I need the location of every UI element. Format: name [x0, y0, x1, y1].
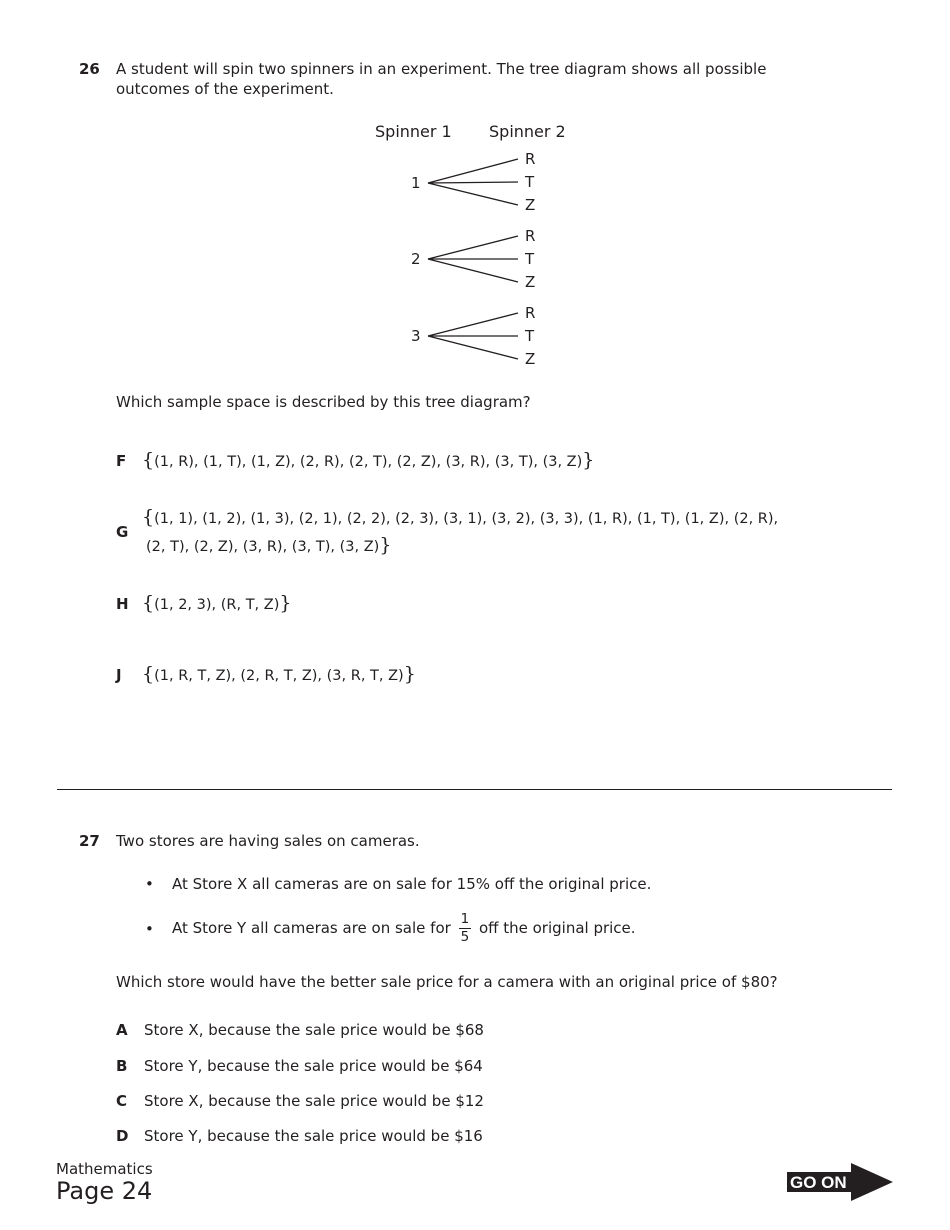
- brace-open: {: [142, 592, 155, 614]
- bullet-2-before: At Store Y all cameras are on sale for: [172, 919, 451, 937]
- tree-root-3: 3: [411, 327, 421, 345]
- fraction-numerator: 1: [459, 913, 472, 930]
- fraction-denominator: 5: [460, 929, 470, 945]
- choice-F-text[interactable]: [142, 449, 594, 471]
- question-number-27: 27: [79, 832, 100, 850]
- choice-D-letter[interactable]: D: [116, 1127, 129, 1145]
- choice-H-set: (1, 2, 3), (R, T, Z): [154, 597, 280, 613]
- brace-close: }: [379, 534, 392, 556]
- tree-leaf-2-Z: Z: [525, 273, 536, 291]
- brace-open: {: [142, 663, 155, 685]
- tree-leaf-2-R: R: [525, 227, 536, 245]
- choice-C-text[interactable]: Store X, because the sale price would be $12: [144, 1092, 484, 1110]
- q26-question: Which sample space is described by this tree diagram?: [116, 393, 531, 411]
- section-divider: [57, 789, 892, 790]
- branch-1-R: [428, 159, 518, 183]
- footer-subject: Mathematics: [56, 1160, 153, 1178]
- tree-leaf-1-T: T: [525, 173, 535, 191]
- tree-leaf-3-T: T: [525, 327, 535, 345]
- bullet-2-text: [172, 908, 636, 948]
- branch-3-R: [428, 313, 518, 336]
- q26-prompt-line2: outcomes of the experiment.: [116, 80, 334, 98]
- brace-open: {: [142, 449, 155, 471]
- choice-G-text-line2[interactable]: [146, 534, 391, 556]
- q27-question: Which store would have the better sale price for a camera with an original price of $80?: [116, 973, 778, 991]
- tree-leaf-2-T: T: [525, 250, 535, 268]
- tree-header-spinner2: Spinner 2: [489, 122, 566, 141]
- tree-leaf-1-Z: Z: [525, 196, 536, 214]
- tree-leaf-3-Z: Z: [525, 350, 536, 368]
- bullet-1-marker: •: [145, 875, 154, 893]
- choice-C-letter[interactable]: C: [116, 1092, 128, 1110]
- choice-A-text[interactable]: Store X, because the sale price would be $68: [144, 1021, 484, 1039]
- brace-close: }: [403, 663, 416, 685]
- brace-close: }: [582, 449, 595, 471]
- go-on-arrow: [787, 1163, 893, 1201]
- footer-page-number: Page 24: [56, 1177, 153, 1205]
- choice-J-set: (1, R, T, Z), (2, R, T, Z), (3, R, T, Z): [154, 668, 404, 684]
- fraction-one-fifth: [459, 910, 472, 945]
- choice-D-text[interactable]: Store Y, because the sale price would be $16: [144, 1127, 483, 1145]
- branch-1-Z: [428, 183, 518, 205]
- brace-open: {: [142, 506, 155, 528]
- question-number-26: 26: [79, 60, 100, 78]
- branch-1-T: [428, 182, 518, 183]
- choice-F-letter[interactable]: F: [116, 452, 127, 470]
- branch-3-Z: [428, 336, 518, 359]
- tree-root-2: 2: [411, 250, 421, 268]
- tree-branches: [360, 118, 600, 378]
- bullet-1-text: At Store X all cameras are on sale for 15% off the original price.: [172, 875, 652, 893]
- choice-B-text[interactable]: Store Y, because the sale price would be $64: [144, 1057, 483, 1075]
- branch-2-R: [428, 236, 518, 259]
- q26-prompt-line1: A student will spin two spinners in an experiment. The tree diagram shows all possible: [116, 60, 767, 78]
- choice-G-set-line1: (1, 1), (1, 2), (1, 3), (2, 1), (2, 2), (2, 3), (3, 1), (3, 2), (3, 3), (1, R), (1, T), (1, Z), (2, R),: [154, 511, 779, 527]
- choice-J-letter[interactable]: J: [116, 666, 122, 684]
- tree-header-spinner1: Spinner 1: [375, 122, 452, 141]
- choice-G-set-line2: (2, T), (2, Z), (3, R), (3, T), (3, Z): [146, 539, 380, 555]
- choice-G-letter[interactable]: G: [116, 523, 129, 541]
- choice-J-text[interactable]: [142, 663, 416, 685]
- tree-root-1: 1: [411, 174, 421, 192]
- choice-H-text[interactable]: [142, 592, 291, 614]
- tree-diagram: [360, 118, 600, 378]
- branch-2-Z: [428, 259, 518, 282]
- tree-leaf-3-R: R: [525, 304, 536, 322]
- choice-F-set: (1, R), (1, T), (1, Z), (2, R), (2, T), (2, Z), (3, R), (3, T), (3, Z): [154, 454, 583, 470]
- brace-close: }: [279, 592, 292, 614]
- choice-B-letter[interactable]: B: [116, 1057, 128, 1075]
- bullet-2-marker: •: [145, 920, 154, 938]
- go-on-label: GO ON: [790, 1173, 847, 1192]
- tree-leaf-1-R: R: [525, 150, 536, 168]
- choice-G-text-line1[interactable]: [142, 506, 778, 528]
- choice-A-letter[interactable]: A: [116, 1021, 128, 1039]
- bullet-2-after: off the original price.: [478, 919, 636, 937]
- q27-prompt: Two stores are having sales on cameras.: [116, 832, 420, 850]
- choice-H-letter[interactable]: H: [116, 595, 129, 613]
